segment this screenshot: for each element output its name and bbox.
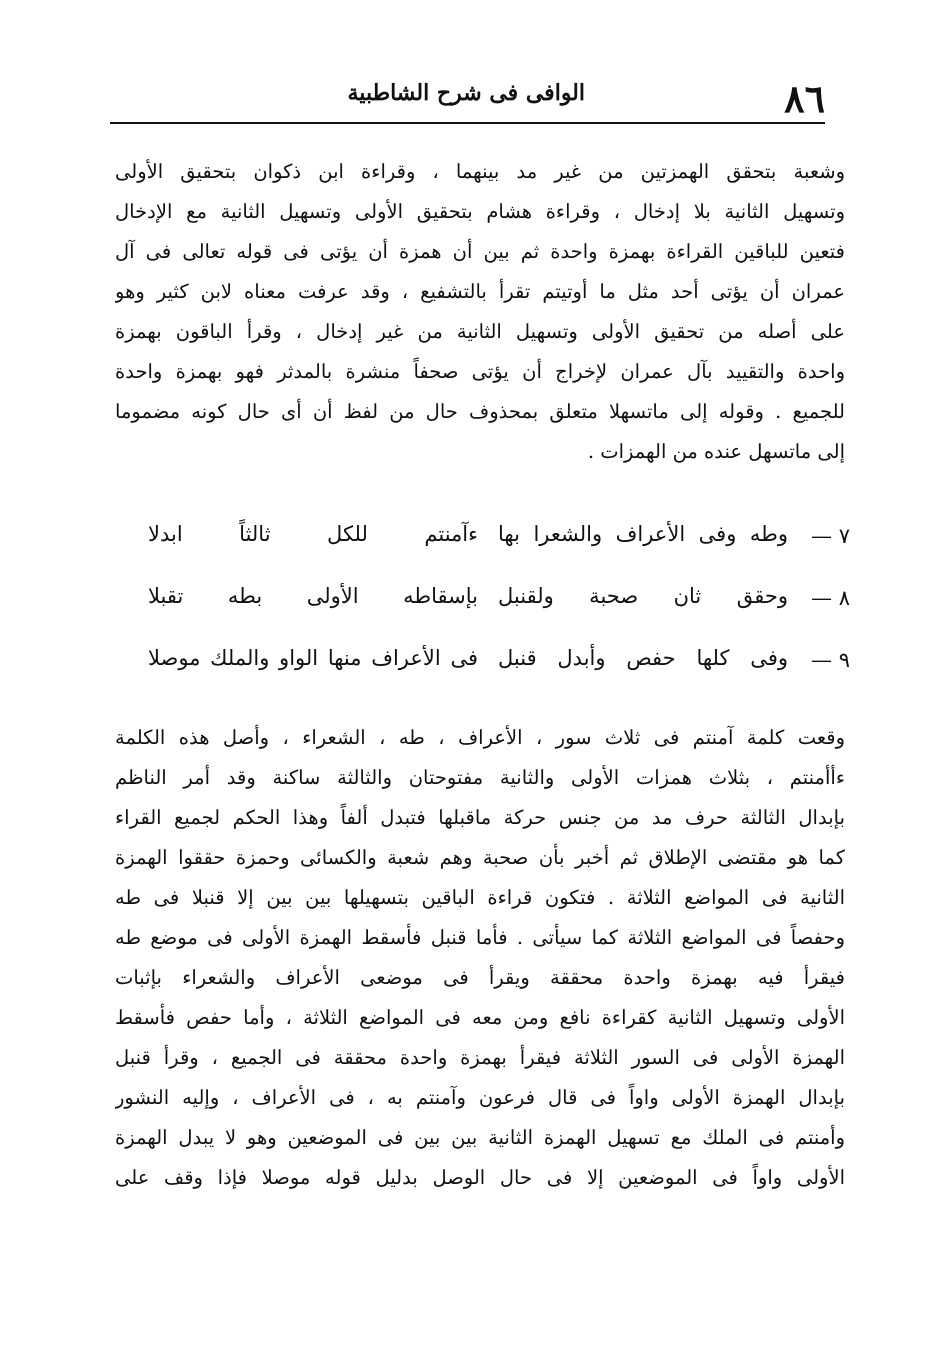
verse-8 — [150, 574, 850, 636]
text-line: وحفصاً فى المواضع الثلاثة كما سيأتى . فأما قنبل فأسقط الهمزة الأولى فى موضع طه — [115, 926, 845, 949]
page-number: ٨٦ — [784, 76, 825, 121]
text-line: وأمنتم فى الملك مع تسهيل الهمزة الثانية بين بين فى الموضعين وهو لا يبدل الهمزة — [115, 1126, 845, 1149]
text-line: الأولى وتسهيل الثانية كقراءة نافع ومن معه فى المواضع الثلاثة ، وأما حفص فأسقط — [115, 1006, 845, 1029]
verse-9 — [150, 636, 850, 698]
paragraph-2 — [115, 718, 845, 1198]
poem-verses — [150, 512, 850, 698]
verse-first-hemistich: وفى كلها حفص وأبدل قنبل — [498, 646, 788, 670]
verse-number: ٧ — — [811, 524, 850, 548]
text-line: فتعين للباقين القراءة بهمزة واحدة ثم بين أن همزة أن يؤتى فى قوله تعالى فى آل — [115, 240, 845, 263]
text-line: فيقرأ فيه بهمزة واحدة محققة ويقرأ فى موضعى الأعراف والشعراء بإثبات — [115, 966, 845, 989]
verse-second-hemistich: ءآمنتم للكل ثالثاً ابدلا — [148, 522, 478, 546]
text-line: الثانية فى المواضع الثلاثة . فتكون قراءة الباقين بتسهيلها بين بين إلا قنبلا فى طه — [115, 886, 845, 909]
text-line: على أصله من تحقيق الأولى وتسهيل الثانية من غير إدخال ، وقرأ الباقون بهمزة — [115, 320, 845, 343]
paragraph-1 — [115, 152, 845, 472]
text-line: الأولى واواً فى الموضعين إلا فى حال الوصل بدليل قوله موصلا فإذا وقف على — [115, 1166, 845, 1189]
page-header — [110, 60, 825, 124]
text-line: إلى ماتسهل عنده من الهمزات . — [587, 440, 845, 463]
verse-second-hemistich: فى الأعراف منها الواو والملك موصلا — [148, 646, 478, 670]
verse-second-hemistich: بإسقاطه الأولى بطه تقبلا — [148, 584, 478, 608]
text-line: ءأأمنتم ، بثلاث همزات الأولى والثانية مفتوحتان والثالثة ساكنة وقد أمر الناظم — [115, 766, 845, 789]
text-line: وشعبة بتحقق الهمزتين من غير مد بينهما ، وقراءة ابن ذكوان بتحقيق الأولى — [115, 160, 845, 183]
text-line: بإبدال الثالثة حرف مد من جنس حركة ماقبلها فتبدل ألفاً وهذا الحكم لجميع القراء — [115, 806, 845, 829]
running-title: الوافى فى شرح الشاطبية — [347, 80, 585, 106]
verse-first-hemistich: وطه وفى الأعراف والشعرا بها — [498, 522, 788, 546]
verse-number: ٩ — — [811, 648, 850, 672]
text-line: الهمزة الأولى فى السور الثلاثة فيقرأ بهمزة واحدة محققة فى الجميع ، وقرأ قنبل — [115, 1046, 845, 1069]
verse-7 — [150, 512, 850, 574]
text-line: عمران أن يؤتى أحد مثل ما أوتيتم تقرأ بالتشفيع ، وقد عرفت معناه لابن كثير وهو — [115, 280, 845, 303]
text-line: واحدة والتقييد بآل عمران لإخراج أن يؤتى صحفاً منشرة بالمدثر فهو بهمزة واحدة — [115, 360, 845, 383]
verse-number: ٨ — — [811, 586, 850, 610]
text-line: بإبدال الهمزة الأولى واواً فى قال فرعون وآمنتم به ، فى الأعراف ، وإليه النشور — [115, 1086, 845, 1109]
text-line: وتسهيل الثانية بلا إدخال ، وقراءة هشام بتحقيق الأولى وتسهيل الثانية مع الإدخال — [115, 200, 845, 223]
verse-first-hemistich: وحقق ثان صحبة ولقنبل — [498, 584, 788, 608]
text-line: كما هو مقتضى الإطلاق ثم أخبر بأن صحبة وهم شعبة والكسائى وحمزة حققوا الهمزة — [115, 846, 845, 869]
text-line: للجميع . وقوله إلى ماتسهلا متعلق بمحذوف حال من لفظ أن أى حال كونه مضموما — [115, 400, 845, 423]
text-line: وقعت كلمة آمنتم فى ثلاث سور ، الأعراف ، طه ، الشعراء ، وأصل هذه الكلمة — [115, 726, 845, 749]
